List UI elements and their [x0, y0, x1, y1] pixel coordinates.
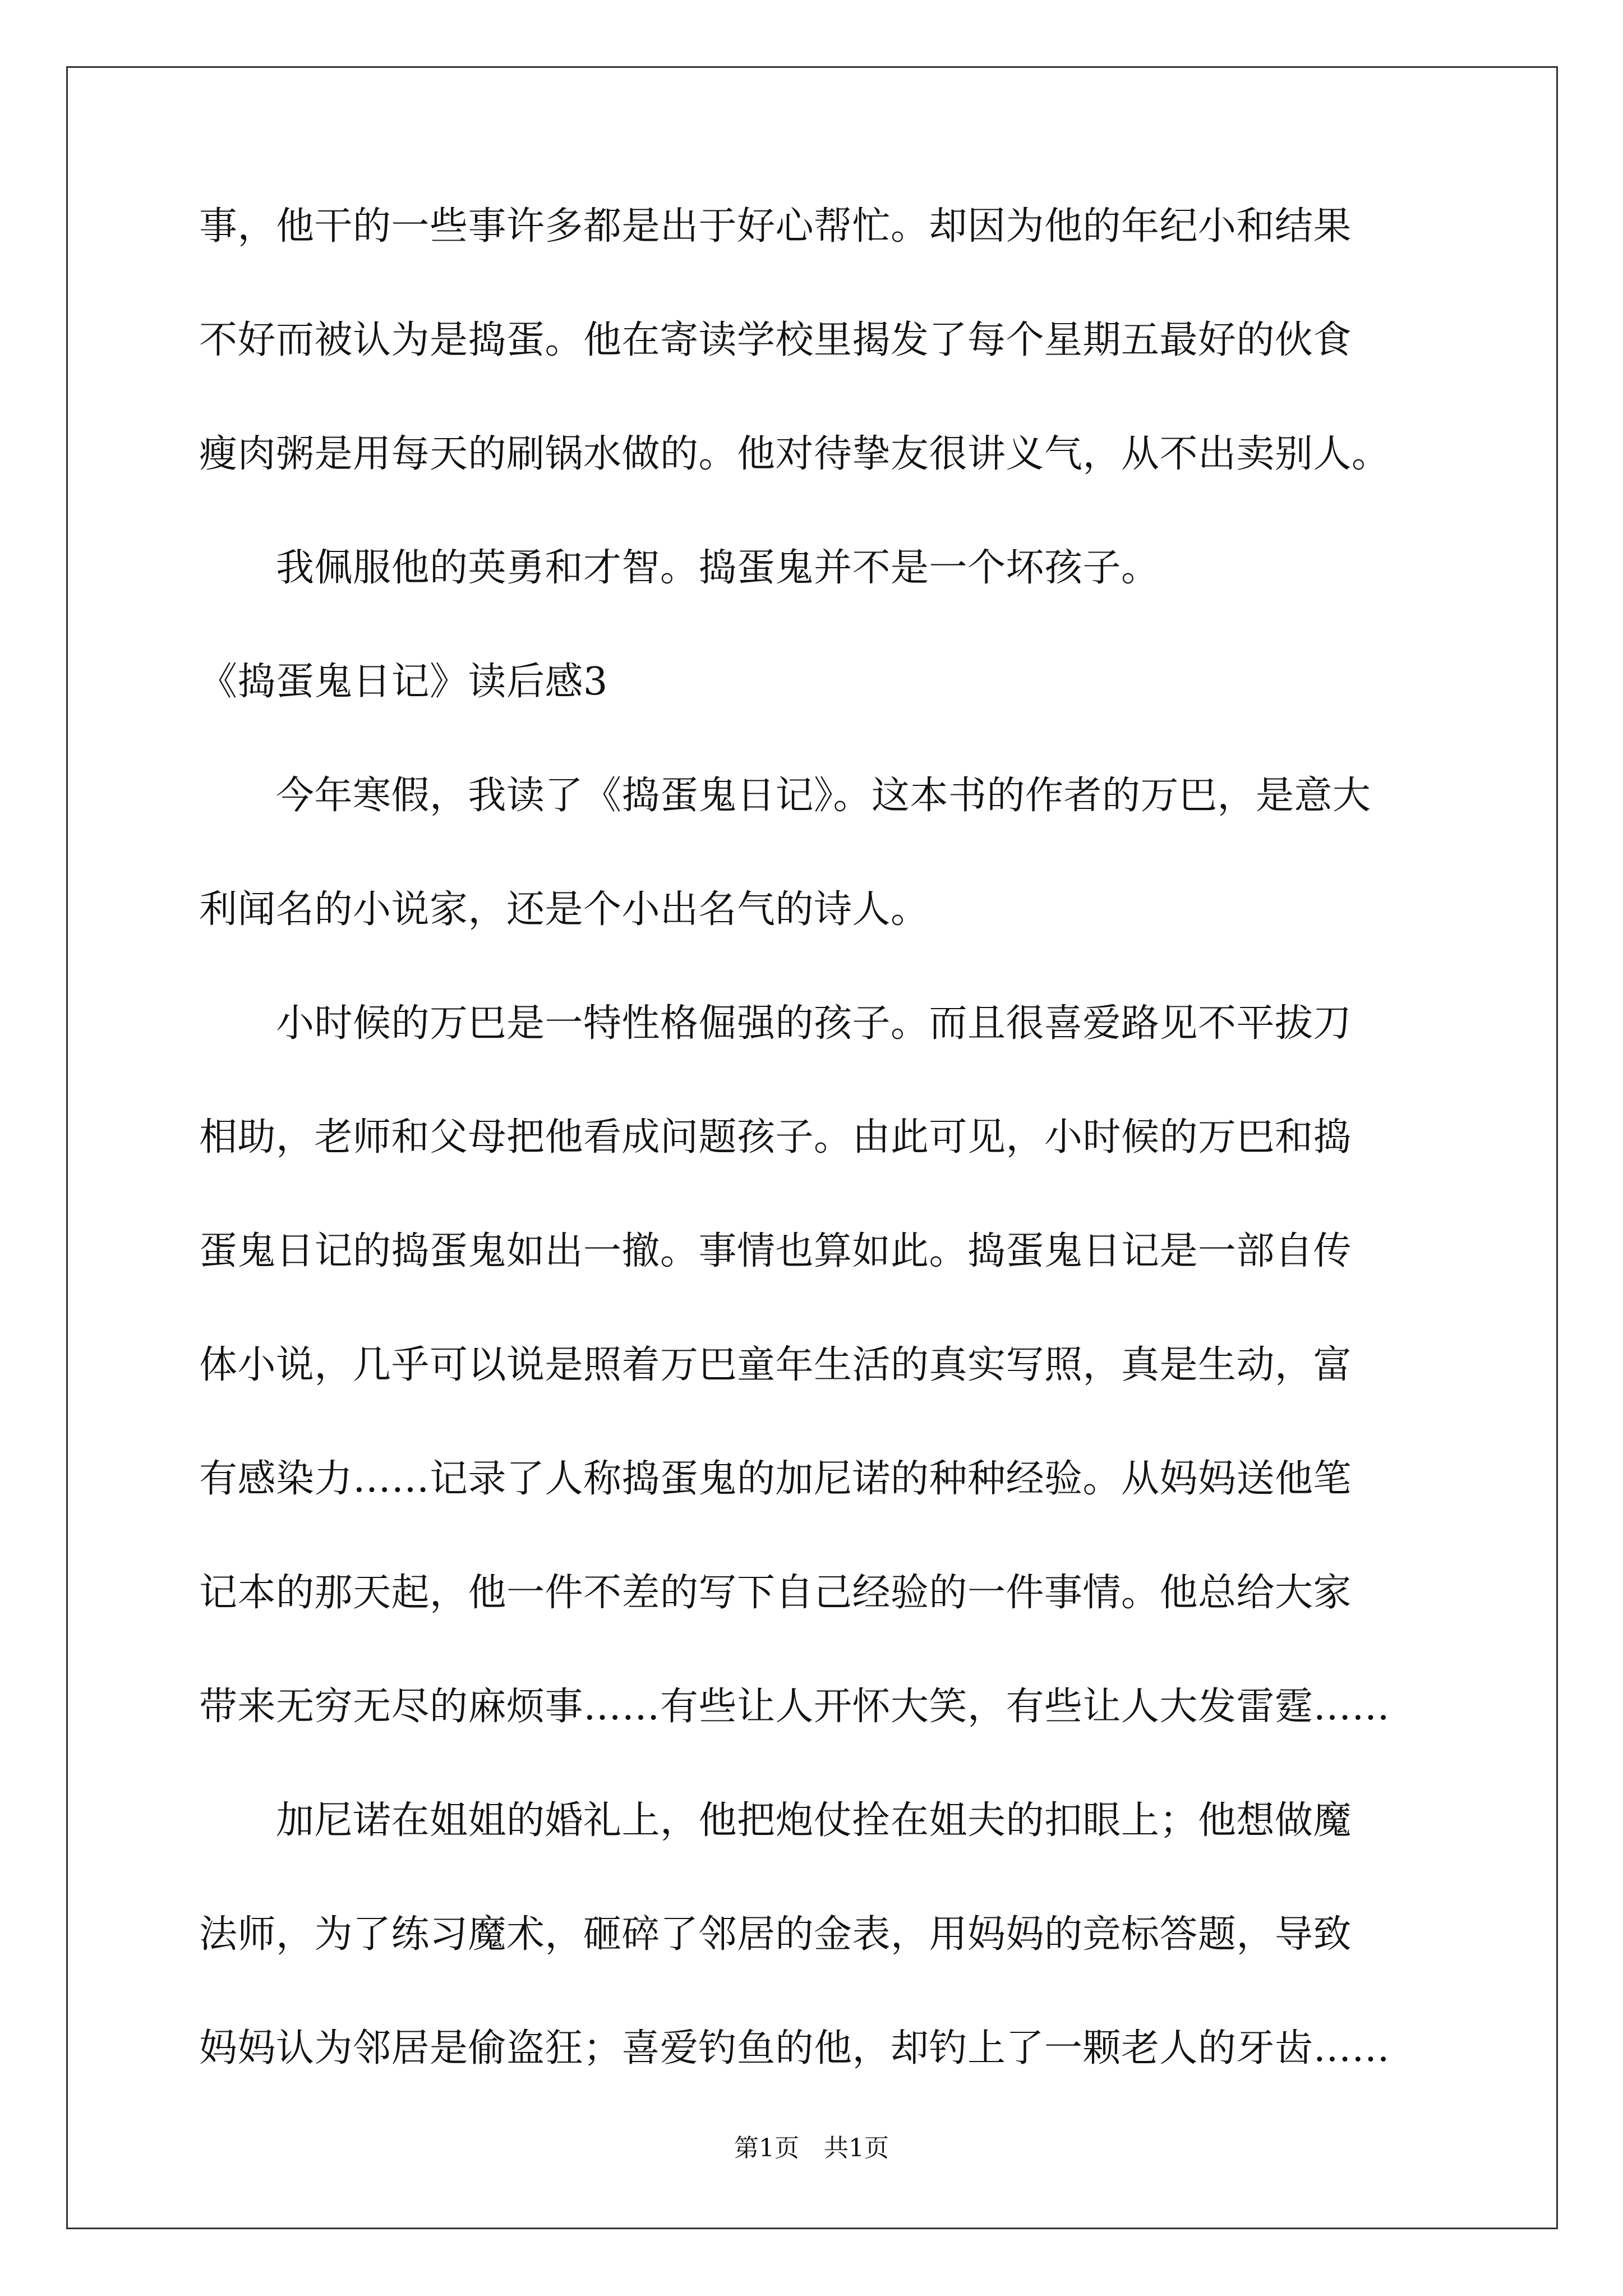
- text-line: 事，他干的一些事许多都是出于好心帮忙。却因为他的年纪小和结果: [199, 204, 1352, 249]
- text-line: 相助，老师和父母把他看成问题孩子。由此可见，小时候的万巴和捣: [199, 1115, 1352, 1159]
- text-line: 体小说，几乎可以说是照着万巴童年生活的真实写照，真是生动，富: [199, 1343, 1352, 1387]
- text-line: 法师，为了练习魔术，砸碎了邻居的金表，用妈妈的竞标答题，导致: [199, 1912, 1352, 1957]
- text-line: 小时候的万巴是一特性格倔强的孩子。而且很喜爱路见不平拔刀: [199, 1001, 1352, 1046]
- text-line: 瘦肉粥是用每天的刷锅水做的。他对待挚友很讲义气，从不出卖别人。: [199, 432, 1390, 476]
- section-heading: 《捣蛋鬼日记》读后感3: [199, 660, 608, 704]
- text-line: 我佩服他的英勇和才智。捣蛋鬼并不是一个坏孩子。: [199, 546, 1160, 590]
- text-line: 妈妈认为邻居是偷盗狂；喜爱钓鱼的他，却钓上了一颗老人的牙齿……: [199, 2026, 1390, 2070]
- text-line: 利闻名的小说家，还是个小出名气的诗人。: [199, 887, 929, 932]
- text-line: 不好而被认为是捣蛋。他在寄读学校里揭发了每个星期五最好的伙食: [199, 318, 1352, 362]
- text-line: 带来无穷无尽的麻烦事……有些让人开怀大笑，有些让人大发雷霆……: [199, 1685, 1390, 1729]
- page-number-footer: 第1页 共1页: [734, 2134, 889, 2162]
- text-line: 加尼诺在姐姐的婚礼上，他把炮仗拴在姐夫的扣眼上；他想做魔: [199, 1798, 1352, 1843]
- text-line: 有感染力……记录了人称捣蛋鬼的加尼诺的种种经验。从妈妈送他笔: [199, 1457, 1352, 1501]
- text-line: 记本的那天起，他一件不差的写下自己经验的一件事情。他总给大家: [199, 1571, 1352, 1615]
- text-line: 今年寒假，我读了《捣蛋鬼日记》。这本书的作者的万巴，是意大: [199, 774, 1371, 818]
- text-line: 蛋鬼日记的捣蛋鬼如出一撤。事情也算如此。捣蛋鬼日记是一部自传: [199, 1229, 1352, 1273]
